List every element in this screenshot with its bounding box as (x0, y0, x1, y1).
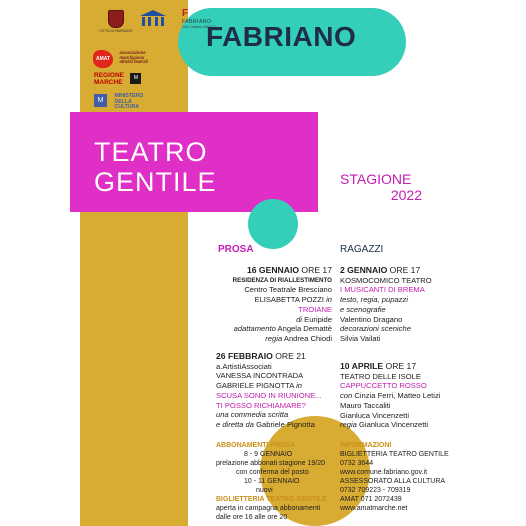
amat-text: associazione marchigiana attività teatrali (119, 50, 148, 64)
ragazzi-event-2: 10 APRILE ORE 17 TEATRO DELLE ISOLE CAPPUCCETTO ROSSO con Cinzia Ferri, Matteo Letizi Mauro Taccaliti Gianluca Vincenzetti regia Gianluca Vincenzetti (340, 361, 441, 430)
ragazzi-heading: RAGAZZI (340, 244, 384, 255)
abbonamenti-heading: ABBONAMENTI PROSA (216, 442, 296, 449)
amat-logo (93, 50, 183, 72)
fabriano-logo-name: FABRIANO (182, 19, 212, 25)
ministero-emblem-icon: M (94, 94, 107, 107)
prosa-abbonamenti: ABBONAMENTI PROSA 8 - 9 GENNAIO prelazione abbonati stagione 19/20 con conferma del posto 10 - 11 GENNAIO nuovi BIGLIETTERIA TEATRO GENTILE aperta in campagna abbonamenti dalle ore 16 alle ore 20 (216, 441, 336, 522)
page-title: FABRIANO (206, 21, 357, 52)
regione-marche-logo (94, 73, 174, 91)
comune-fabriano-logo (96, 10, 136, 44)
comune-caption: CITTÀ DI FABRIANO (99, 29, 133, 33)
regione-text: REGIONE MARCHE (94, 72, 124, 86)
prosa-heading: PROSA (218, 244, 254, 255)
unesco-temple-icon (140, 10, 166, 28)
prosa-event-1: 16 GENNAIO ORE 17 RESIDENZA DI RIALLESTIMENTO Centro Teatrale Bresciano ELISABETTA POZZI in TROIANE di Euripide adattamento Angela Demattè regia Andrea Chiodi (232, 265, 332, 343)
amat-badge: AMAT (93, 50, 113, 68)
prosa-event-2: 26 FEBBRAIO ORE 21 a.ArtistiAssociati VANESSA INCONTRADA GABRIELE PIGNOTTA in SCUSA SONO IN RIUNIONE... TI POSSO RICHIAMARE? una commedia scritta e diretta da Gabriele Pignotta (216, 351, 322, 429)
crest-icon (108, 10, 124, 28)
fabriano-mark-icon: F (182, 8, 189, 19)
fabriano-logo-sub: Città Creativa UNESCO (182, 25, 216, 29)
ragazzi-informazioni: INFORMAZIONI BIGLIETTERIA TEATRO GENTILE 0732 3644 www.comune.fabriano.gov.it ASSESSORATO ALLA CULTURA 0732 709223 - 709319 AMAT 071 2072439 www.amatmarche.net (340, 441, 480, 513)
ragazzi-event-1: 2 GENNAIO ORE 17 KOSMOCOMICO TEATRO I MUSICANTI DI BREMA testo, regia, pupazzi e scenografie Valentino Dragano decorazioni sceniche Silvia Vailati (340, 265, 432, 343)
theatre-name: TEATRO GENTILE (94, 137, 217, 197)
teal-circle-shape (248, 199, 298, 249)
informazioni-heading: INFORMAZIONI (340, 442, 392, 449)
unesco-logo (140, 10, 180, 44)
ministero-text: MINISTERO DELLA CULTURA (114, 93, 144, 110)
ministero-cultura-logo (94, 94, 174, 110)
biglietteria-heading: BIGLIETTERIA TEATRO GENTILE (216, 496, 327, 503)
season-label: STAGIONE 2022 (340, 171, 422, 203)
regione-emblem-icon: M (130, 73, 141, 84)
